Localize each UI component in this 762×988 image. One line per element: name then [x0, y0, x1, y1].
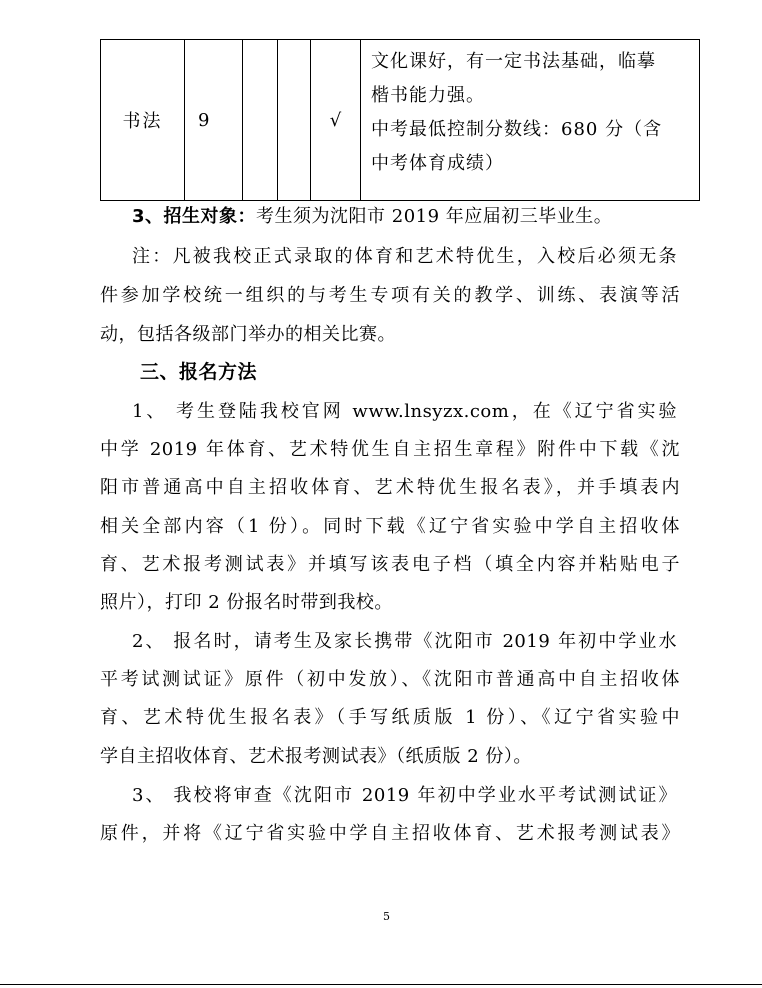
paragraph-line: 2、 报名时，请考生及家长携带《沈阳市 2019 年初中学业水 [132, 631, 677, 652]
paragraph-line: 相关全部内容（1 份）。同时下载《辽宁省实验中学自主招收体 [100, 516, 680, 537]
paragraph-line: 阳市普通高中自主招收体育、艺术特优生报名表》，并手填表内 [100, 477, 680, 498]
subject-table [100, 39, 700, 201]
requirement-line: 楷书能力强。 [371, 85, 485, 106]
paragraph-line: 育、艺术报考测试表》并填写该表电子档（填全内容并粘贴电子 [100, 554, 680, 575]
page-number: 5 [383, 910, 390, 923]
count-cell: 9 [185, 40, 243, 201]
paragraph-line: 平考试测试证》原件（初中发放）、《沈阳市普通高中自主招收体 [100, 669, 680, 690]
section-heading: 三、报名方法 [140, 361, 258, 383]
paragraph-line: 3、 我校将审查《沈阳市 2019 年初中学业水平考试测试证》 [132, 785, 677, 806]
paragraph-line: 动，包括各级部门举办的相关比赛。 [100, 324, 396, 345]
check-cell: √ [311, 40, 361, 201]
admission-target-label: 3、招生对象： [132, 206, 257, 227]
paragraph-line: 中学 2019 年体育、艺术特优生自主招生章程》附件中下载《沈 [100, 439, 680, 460]
requirement-line: 中考体育成绩） [371, 153, 504, 174]
paragraph-line: 育、艺术特优生报名表》（手写纸质版 1 份）、《辽宁省实验中 [100, 707, 680, 728]
admission-target-text: 考生须为沈阳市 2019 年应届初三毕业生。 [256, 206, 613, 227]
admission-target-line [132, 198, 652, 235]
paragraph-line: 原件，并将《辽宁省实验中学自主招收体育、艺术报考测试表》 [100, 823, 680, 844]
paragraph-line: 注：凡被我校正式录取的体育和艺术特优生，入校后必须无条 [132, 246, 677, 267]
subject-cell: 书法 [101, 40, 185, 201]
paragraph-line: 1、 考生登陆我校官网 www.lnsyzx.com，在《辽宁省实验 [132, 401, 677, 422]
paragraph-line: 照片），打印 2 份报名时带到我校。 [100, 592, 393, 613]
requirement-line: 中考最低控制分数线：680 分（含 [371, 119, 663, 140]
requirement-cell [361, 40, 700, 201]
empty-cell [278, 40, 311, 201]
empty-cell [243, 40, 278, 201]
requirement-line: 文化课好，有一定书法基础，临摹 [371, 51, 656, 72]
paragraph-line: 件参加学校统一组织的与考生专项有关的教学、训练、表演等活 [100, 285, 680, 306]
paragraph-line: 学自主招收体育、艺术报考测试表》（纸质版 2 份）。 [100, 746, 532, 767]
page-divider [0, 984, 762, 985]
table-row [101, 40, 700, 201]
